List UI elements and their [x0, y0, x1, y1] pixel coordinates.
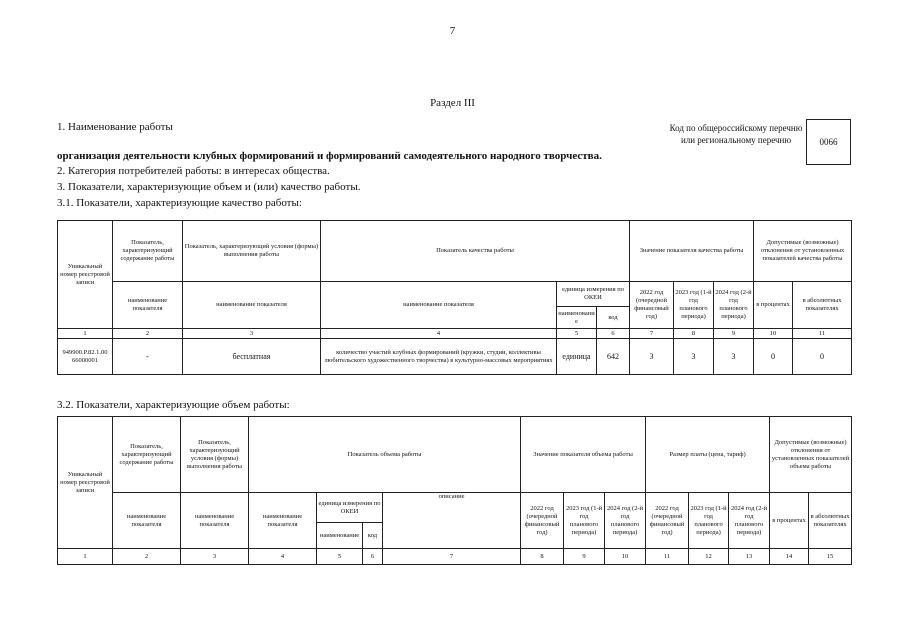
h-content: Показатель, характеризующий содержание работы — [113, 417, 181, 493]
col-num: 1 — [58, 549, 113, 565]
consumers-line: 2. Категория потребителей работы: в интересах общества. — [57, 165, 330, 177]
row-v2023: 3 — [674, 339, 714, 375]
indicators-title: 3. Показатели, характеризующие объем и (или) качество работы. — [57, 181, 361, 193]
work-name-label: 1. Наименование работы — [57, 121, 173, 133]
h-p2024: 2024 год (2-й год планового периода) — [729, 493, 770, 549]
h-p2022: 2022 год (очередной финансовый год) — [646, 493, 689, 549]
quality-table — [57, 220, 852, 375]
col-num: 3 — [181, 549, 249, 565]
h-name-cond: наименование показателя — [181, 493, 249, 549]
work-name: организация деятельности клубных формирований и формирований самодеятельного народного творчества. — [57, 150, 602, 162]
col-num: 5 — [317, 549, 363, 565]
row-dev-abs: 0 — [793, 339, 852, 375]
h-p2023: 2023 год (1-й год планового периода) — [689, 493, 729, 549]
code-value: 0066 — [806, 119, 851, 165]
h-percent: в процентах — [770, 493, 809, 549]
h-deviation: Допустимые (возможные) отклонения от установленных показателей объема работы — [770, 417, 852, 493]
col-num: 7 — [630, 329, 674, 339]
h-desc: описание — [383, 493, 521, 549]
col-num: 2 — [113, 549, 181, 565]
col-num: 6 — [597, 329, 630, 339]
h-price: Размер платы (цена, тариф) — [646, 417, 770, 493]
row-content: - — [113, 339, 183, 375]
h-code: код — [597, 307, 630, 329]
h-absolute: в абсолютных показателях — [809, 493, 852, 549]
col-num: 9 — [714, 329, 754, 339]
col-num: 5 — [557, 329, 597, 339]
row-dev-pct: 0 — [754, 339, 793, 375]
col-num: 2 — [113, 329, 183, 339]
col-num: 4 — [321, 329, 557, 339]
col-num: 15 — [809, 549, 852, 565]
h-unit: единица измерения по ОКЕИ — [557, 282, 630, 307]
row-v2024: 3 — [714, 339, 754, 375]
h-y2023: 2023 год (1-й год планового периода) — [674, 282, 714, 329]
volume-table — [57, 416, 852, 565]
h-unique: Уникальный номер реестровой записи — [58, 221, 113, 329]
col-num: 8 — [521, 549, 564, 565]
col-num: 11 — [646, 549, 689, 565]
col-num: 6 — [363, 549, 383, 565]
h-values: Значение показателя качества работы — [630, 221, 754, 282]
h-unique: Уникальный номер реестровой записи — [58, 417, 113, 549]
col-num: 3 — [183, 329, 321, 339]
h-name-vol: наименование показателя — [249, 493, 317, 549]
h-absolute: в абсолютных показателях — [793, 282, 852, 329]
col-num: 1 — [58, 329, 113, 339]
col-num: 10 — [754, 329, 793, 339]
col-num: 11 — [793, 329, 852, 339]
col-num: 13 — [729, 549, 770, 565]
row-unique: 949900.Р.82.1.00 66000001 — [58, 339, 113, 375]
h-name-content: наименование показателя — [113, 493, 181, 549]
col-num: 7 — [383, 549, 521, 565]
h-y2023: 2023 год (1-й год планового периода) — [564, 493, 605, 549]
h-unit: единица измерения по ОКЕИ — [317, 493, 383, 523]
h-conditions: Показатель, характеризующий условия (формы) выполнения работы — [183, 221, 321, 282]
h-values: Значение показателя объема работы — [521, 417, 646, 493]
h-content: Показатель, характеризующий содержание работы — [113, 221, 183, 282]
h-y2024: 2024 год (2-й год планового периода) — [605, 493, 646, 549]
h-conditions: Показатель, характеризующий условия (формы) выполнения работы — [181, 417, 249, 493]
h-name-cond: наименование показателя — [183, 282, 321, 329]
h-deviation: Допустимые (возможные) отклонения от установленных показателей качества работы — [754, 221, 852, 282]
col-num: 10 — [605, 549, 646, 565]
h-y2022: 2022 год (очередной финансовый год) — [521, 493, 564, 549]
h-unit-name: наименование — [557, 307, 597, 329]
code-box — [666, 119, 851, 165]
h-y2022: 2022 год (очередной финансовый год) — [630, 282, 674, 329]
col-num: 12 — [689, 549, 729, 565]
row-code: 642 — [597, 339, 630, 375]
h-volume: Показатель объема работы — [249, 417, 521, 493]
quality-title: 3.1. Показатели, характеризующие качество работы: — [57, 197, 302, 209]
col-num: 9 — [564, 549, 605, 565]
volume-title: 3.2. Показатели, характеризующие объем работы: — [57, 399, 290, 411]
h-quality: Показатель качества работы — [321, 221, 630, 282]
h-percent: в процентах — [754, 282, 793, 329]
h-code: код — [363, 523, 383, 549]
row-v2022: 3 — [630, 339, 674, 375]
section-title: Раздел III — [430, 97, 475, 109]
row-indicator: количество участий клубных формирований (кружки, студии, коллективы любительского художественного творчества) в культурно-массовых мероприятиях — [321, 339, 557, 375]
col-num: 8 — [674, 329, 714, 339]
page-number: 7 — [449, 25, 456, 37]
row-unit: единица — [557, 339, 597, 375]
col-num: 14 — [770, 549, 809, 565]
h-name-content: наименование показателя — [113, 282, 183, 329]
col-num: 4 — [249, 549, 317, 565]
row-conditions: бесплатная — [183, 339, 321, 375]
code-label: Код по общероссийскому перечню или региональному перечню — [669, 123, 803, 145]
h-name-ind: наименование показателя — [321, 282, 557, 329]
h-unit-name: наименование — [317, 523, 363, 549]
h-y2024: 2024 год (2-й год планового периода) — [714, 282, 754, 329]
